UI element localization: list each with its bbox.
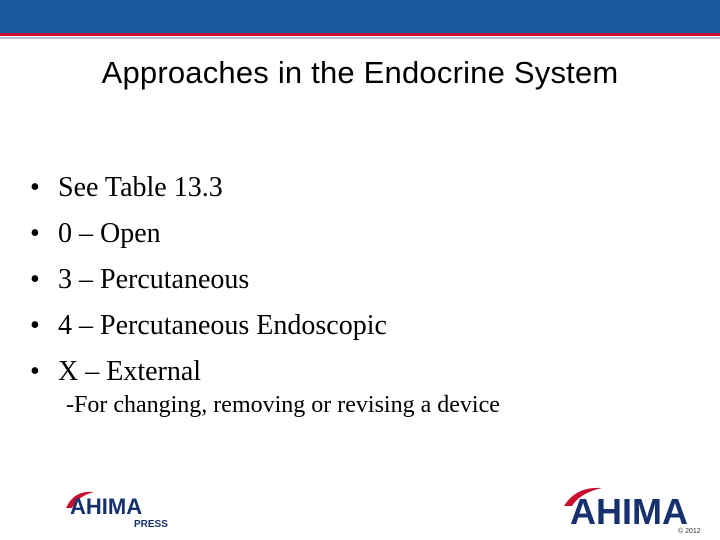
bullet-text: X – External (58, 356, 202, 387)
bullet-text: See Table 13.3 (58, 172, 223, 203)
sub-note: -For changing, removing or revising a device (66, 392, 500, 418)
bullet-text: 4 – Percutaneous Endoscopic (58, 310, 387, 341)
bullet-marker: • (30, 310, 40, 341)
bullet-text: 0 – Open (58, 218, 161, 249)
header-bar (0, 0, 720, 33)
logo-left-wordmark: AHIMA (70, 494, 143, 519)
bullet-text: 3 – Percutaneous (58, 264, 250, 295)
logo-right-wordmark: AHIMA (570, 491, 688, 528)
slide-title: Approaches in the Endocrine System (101, 55, 619, 90)
bullet-marker: • (30, 172, 40, 203)
copyright-text: © 2012 (678, 528, 701, 535)
header-red-rule (0, 33, 720, 36)
ahima-logo (562, 484, 704, 528)
bullet-marker: • (30, 264, 40, 295)
bullet-marker: • (30, 218, 40, 249)
bullet-marker: • (30, 356, 40, 387)
ahima-press-logo (64, 488, 174, 530)
header-gray-rule (0, 37, 720, 39)
logo-left-subtext: PRESS (134, 519, 168, 530)
